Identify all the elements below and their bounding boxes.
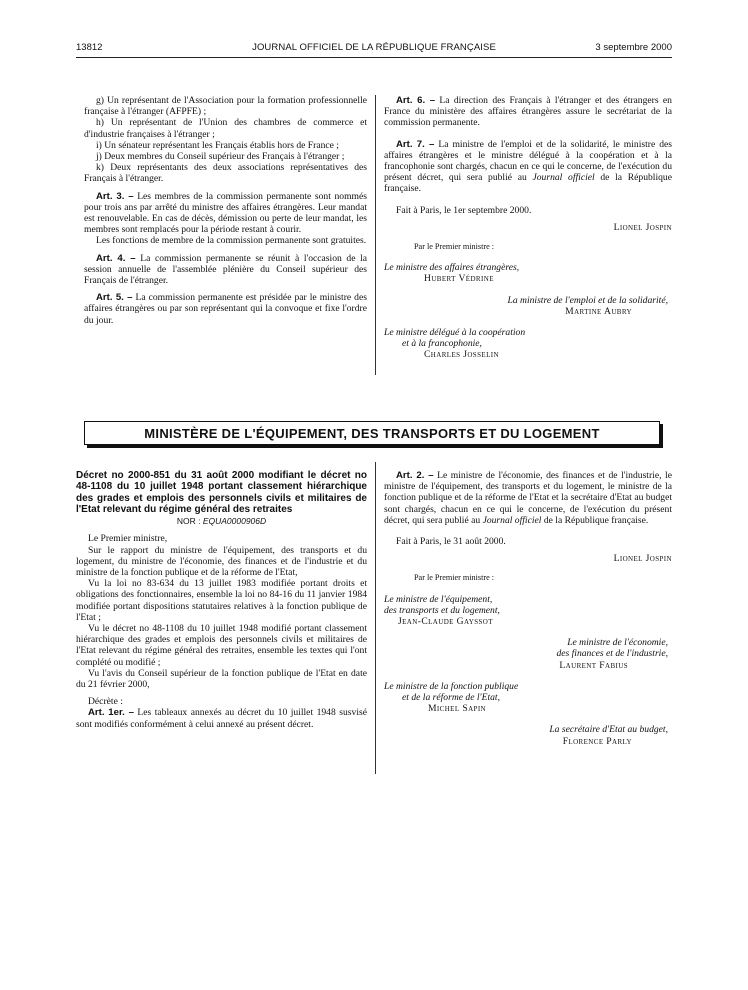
top-right-column <box>384 95 672 361</box>
list-item-g: g) Un représentant de l'Association pour la formation professionnelle française à l'étranger (AFPFE) ; <box>84 95 367 118</box>
decrete: Décrète : <box>88 696 123 708</box>
article-7 <box>384 139 672 195</box>
signatory-4-title: La secrétaire d'Etat au budget, <box>549 724 668 736</box>
list-item-k: k) Deux représentants des deux associations représentatives des Français à l'étranger. <box>84 162 367 185</box>
minister-2-title: La ministre de l'emploi et de la solidarité, <box>507 294 668 306</box>
prime-minister-name-2: Lionel Jospin <box>613 553 672 565</box>
article-5-label: Art. 5. – <box>96 292 133 304</box>
signatory-1-title: Le ministre de l'équipement, <box>384 593 493 605</box>
nor-reference: NOR : EQUA0000906D <box>176 516 267 527</box>
decree-title: Décret no 2000-851 du 31 août 2000 modifiant le décret no 48-1108 du 10 juillet 1948 portant classement hiérarchique des grades et emplois des personnels civils et militaires de l'Etat relevant du régime général des retraites <box>76 470 367 515</box>
issue-date: 3 septembre 2000 <box>595 42 672 53</box>
signatory-1-name: Jean-Claude Gayssot <box>398 616 493 628</box>
signatory-1-title-2: des transports et du logement, <box>384 604 500 616</box>
list-item-j: j) Deux membres du Conseil supérieur des Français à l'étranger ; <box>96 151 345 163</box>
article-2 <box>384 470 672 526</box>
preamble-rapport: Sur le rapport du ministre de l'équipement, des transports et du logement, du ministre de l'économie, des finances et de l'industrie et du ministre de la fonction publique et de la réforme de l'Etat, <box>76 544 367 578</box>
minister-3-name: Charles Josselin <box>424 349 499 361</box>
preamble-vu-loi: Vu la loi no 83-634 du 13 juillet 1983 modifiée portant droits et obligations des fonctionnaires, ensemble la loi no 84-16 du 11 janvier 1984 modifiée portant dispositions statutaires relatives à la fonction publique de l'Etat ; <box>76 578 367 623</box>
article-6-label: Art. 6. – <box>396 95 436 106</box>
article-3 <box>84 191 367 236</box>
signatory-2-title: Le ministre de l'économie, <box>567 637 668 649</box>
article-2-text: Le ministre de l'économie, des finances et de l'industrie, le ministre de l'équipement, des transports et du logement, le ministre de la fonction publique et de la réforme de l'Etat et la secrétaire d'Etat au budget sont chargés, chacun en ce qui le concerne, de l'exécution du présent décret, qui sera publié au <box>384 470 672 526</box>
preamble-vu-avis: Vu l'avis du Conseil supérieur de la fonction publique de l'Etat en date du 21 février 2000, <box>76 667 367 691</box>
article-6-text: La direction des Français à l'étranger et des étrangers en France du ministère des affaires étrangères assure le secrétariat de la commission permanente. <box>384 95 672 129</box>
preamble-vu-decret: Vu le décret no 48-1108 du 10 juillet 1948 modifié portant classement hiérarchique des grades et emplois des personnels civils et militaires de l'Etat relevant du régime général des retraites, ensemble les textes qui l'ont complété ou modifié ; <box>76 623 367 668</box>
signatory-4-name: Florence Parly <box>562 735 632 747</box>
page-number: 13812 <box>76 42 103 53</box>
list-item-i: i) Un sénateur représentant les Français établis hors de France ; <box>96 139 339 151</box>
article-6 <box>384 95 672 129</box>
article-4-label: Art. 4. – <box>96 252 136 264</box>
article-5 <box>84 292 367 326</box>
bottom-right-column <box>384 470 672 747</box>
ministry-banner-text: MINISTÈRE DE L'ÉQUIPEMENT, DES TRANSPORTS ET DU LOGEMENT <box>144 425 600 441</box>
signatory-3-name: Michel Sapin <box>428 703 487 715</box>
article-7-text: La ministre de l'emploi et de la solidarité, le ministre des affaires étrangères et le ministre délégué à la coopération et à la francophonie sont chargés, chacun en ce qui le concerne, de l'exécution du présent décret, qui sera publié au <box>384 138 672 184</box>
article-7-label: Art. 7. – <box>396 138 435 150</box>
article-2-journal: Journal officiel <box>482 514 542 526</box>
article-4-text: La commission permanente se réunit à l'occasion de la session annuelle de l'assemblée plénière du Conseil supérieur des Français de l'étranger. <box>84 252 367 287</box>
top-left-column <box>84 95 367 326</box>
minister-3-title: Le ministre délégué à la coopération <box>384 327 526 339</box>
preamble-pm: Le Premier ministre, <box>88 533 168 545</box>
signing-place-date: Fait à Paris, le 1er septembre 2000. <box>396 204 532 216</box>
minister-2-name: Martine Aubry <box>565 305 632 317</box>
page-header <box>76 42 672 56</box>
signing-place-date-2: Fait à Paris, le 31 août 2000. <box>396 536 506 548</box>
signatory-3-title: Le ministre de la fonction publique <box>384 680 519 692</box>
signatory-2-name: Laurent Fabius <box>559 659 628 671</box>
article-7-journal: Journal officiel <box>532 172 595 184</box>
article-2-end: de la République française. <box>541 514 649 526</box>
article-3-label: Art. 3. – <box>96 190 134 202</box>
list-item-h: h) Un représentant de l'Union des chambres de commerce et d'industrie françaises à l'étranger ; <box>84 117 367 140</box>
column-divider-top <box>375 95 376 375</box>
minister-1-name: Hubert Védrine <box>424 273 494 285</box>
bottom-left-column <box>76 470 367 730</box>
article-3-text: Les membres de la commission permanente sont nommés pour trois ans par arrêté du ministre des affaires étrangères. Leur mandat est renouvelable. En cas de décès, démission ou perte de leur mandat, les membres sont remplacés pour la période restant à courir. <box>84 190 367 236</box>
article-2-label: Art. 2. – <box>396 470 434 481</box>
article-4 <box>84 253 367 287</box>
by-prime-minister: Par le Premier ministre : <box>414 242 495 252</box>
article-3-text-2: Les fonctions de membre de la commission permanente sont gratuites. <box>96 235 367 247</box>
nor-code: EQUA0000906D <box>202 516 267 527</box>
signatory-2-title-2: des finances et de l'industrie, <box>556 648 668 660</box>
ministry-banner <box>84 421 660 445</box>
minister-1-title: Le ministre des affaires étrangères, <box>384 262 520 274</box>
header-rule <box>76 57 672 58</box>
article-1-label: Art. 1er. – <box>88 707 134 719</box>
article-7-end: de la République française. <box>384 172 672 195</box>
article-1-text: Les tableaux annexés au décret du 10 juillet 1948 susvisé sont modifiés conformément à celui annexé au présent décret. <box>76 707 367 730</box>
minister-3-title-2: et à la francophonie, <box>402 338 482 350</box>
prime-minister-name: Lionel Jospin <box>613 221 672 233</box>
article-1 <box>76 707 367 729</box>
signatory-3-title-2: et de la réforme de l'Etat, <box>402 692 500 704</box>
by-prime-minister-2: Par le Premier ministre : <box>414 573 495 583</box>
column-divider-bottom <box>375 462 376 774</box>
journal-title: JOURNAL OFFICIEL DE LA RÉPUBLIQUE FRANÇAISE <box>252 42 496 53</box>
article-5-text: La commission permanente est présidée par le ministre des affaires étrangères ou par son représentant qui la convoque et fixe l'ordre du jour. <box>84 292 367 326</box>
